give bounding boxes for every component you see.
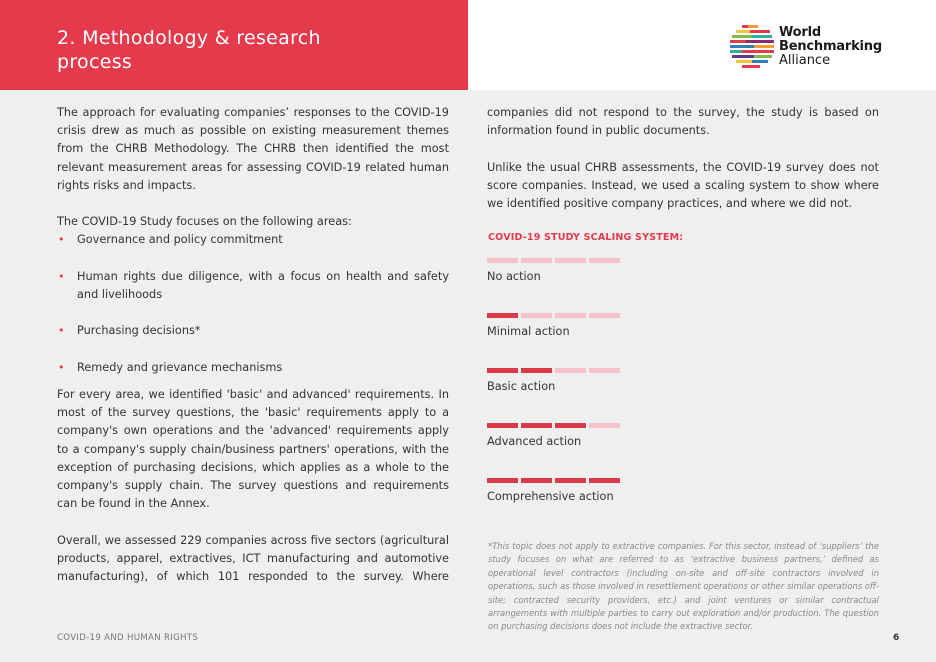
scaling-level: [487, 423, 687, 448]
level-indicator: [487, 313, 687, 318]
list-item: • Purchasing decisions*: [57, 322, 449, 340]
focus-areas-intro: The COVID-19 Study focuses on the following areas:: [57, 215, 352, 229]
level-bar-empty: [555, 313, 586, 318]
level-label: Advanced action: [487, 435, 582, 448]
footnote: *This topic does not apply to extractive companies. For this sector, instead of ‘suppliers’ the study focuses on what are referred to as ‘extractive business partners,’ defined as operational level contractors (including on-site and off-site contractors involved in operations, such as those involved in resettlement operations or other similar operations off-site; contracted security providers, etc.) and joint ventures or similar contractual arrangements with multiple parties to carry out exploration and/or production. The question on purchasing decisions does not include the extractive sector.: [488, 541, 879, 632]
scaling-intro-paragraph: Unlike the usual CHRB assessments, the COVID-19 survey does not score companies. Instead, we used a scaling system to show where we identified positive company practices, and where we did not.: [487, 160, 879, 210]
level-label: No action: [487, 270, 541, 283]
scaling-level: [487, 478, 687, 503]
wba-logo: [728, 22, 888, 72]
level-bar-filled: [555, 423, 586, 428]
level-label: Minimal action: [487, 325, 570, 338]
level-bar-filled: [521, 368, 552, 373]
level-bar-filled: [487, 313, 518, 318]
level-bar-empty: [589, 313, 620, 318]
level-bar-empty: [555, 258, 586, 263]
level-bar-filled: [589, 478, 620, 483]
bullet-icon: •: [58, 269, 65, 283]
page-number: 6: [893, 633, 900, 643]
logo-line-alliance: Alliance: [779, 53, 831, 68]
intro-paragraph: The approach for evaluating companies’ responses to the COVID-19 crisis drew as much as possible on existing measurement themes from the CHRB Methodology. The CHRB then identified the most relevant measurement areas for assessing COVID-19 related human rights risks and impacts.: [57, 106, 449, 192]
level-bar-empty: [589, 368, 620, 373]
scaling-level: [487, 368, 687, 393]
logo-line-benchmarking: Benchmarking: [779, 39, 882, 54]
continuation-paragraph: companies did not respond to the survey, the study is based on information found in public documents.: [487, 106, 879, 138]
globe-logo-icon: [728, 22, 776, 72]
level-bar-filled: [487, 368, 518, 373]
level-bar-filled: [521, 423, 552, 428]
footer-title: COVID-19 AND HUMAN RIGHTS: [57, 633, 199, 643]
level-bar-empty: [521, 258, 552, 263]
level-bar-empty: [589, 258, 620, 263]
right-column: [487, 104, 879, 213]
level-bar-filled: [487, 478, 518, 483]
logo-line-world: World: [779, 25, 821, 40]
level-bar-empty: [487, 258, 518, 263]
focus-areas-list: [57, 231, 449, 377]
left-column: [57, 104, 449, 586]
level-label: Comprehensive action: [487, 490, 614, 503]
logo-wordmark: [779, 26, 882, 68]
scaling-level: [487, 258, 687, 283]
scaling-system-title: COVID-19 STUDY SCALING SYSTEM:: [488, 232, 684, 243]
header-banner: [0, 0, 468, 90]
level-indicator: [487, 368, 687, 373]
bullet-icon: •: [58, 324, 65, 338]
bullet-icon: •: [58, 233, 65, 247]
level-bar-empty: [589, 423, 620, 428]
level-bar-filled: [521, 478, 552, 483]
list-item: • Governance and policy commitment: [57, 231, 449, 249]
list-item: • Human rights due diligence, with a focus on health and safety and livelihoods: [58, 269, 449, 301]
level-indicator: [487, 478, 687, 483]
requirements-paragraph: For every area, we identified 'basic' and advanced' requirements. In most of the survey questions, the 'basic' requirements apply to a company's own operations and the 'advanced' requirements apply to a company's supply chain/business partners' operations, with the exception of purchasing decisions, which applies as a whole to the company's supply chain. The survey questions and requirements can be found in the Annex.: [57, 387, 449, 511]
list-item: • Remedy and grievance mechanisms: [57, 359, 449, 377]
page-title: 2. Methodology & research process: [57, 27, 321, 73]
level-bar-empty: [521, 313, 552, 318]
level-bar-filled: [555, 478, 586, 483]
level-bar-filled: [487, 423, 518, 428]
level-bar-empty: [555, 368, 586, 373]
level-indicator: [487, 258, 687, 263]
level-label: Basic action: [487, 380, 556, 393]
assessment-paragraph: Overall, we assessed 229 companies across five sectors (agricultural products, apparel, extractives, ICT manufacturing and automotive manufacturing), of which 101 responded to the survey. Where: [57, 533, 449, 583]
level-indicator: [487, 423, 687, 428]
scaling-level: [487, 313, 687, 338]
bullet-icon: •: [58, 360, 65, 374]
